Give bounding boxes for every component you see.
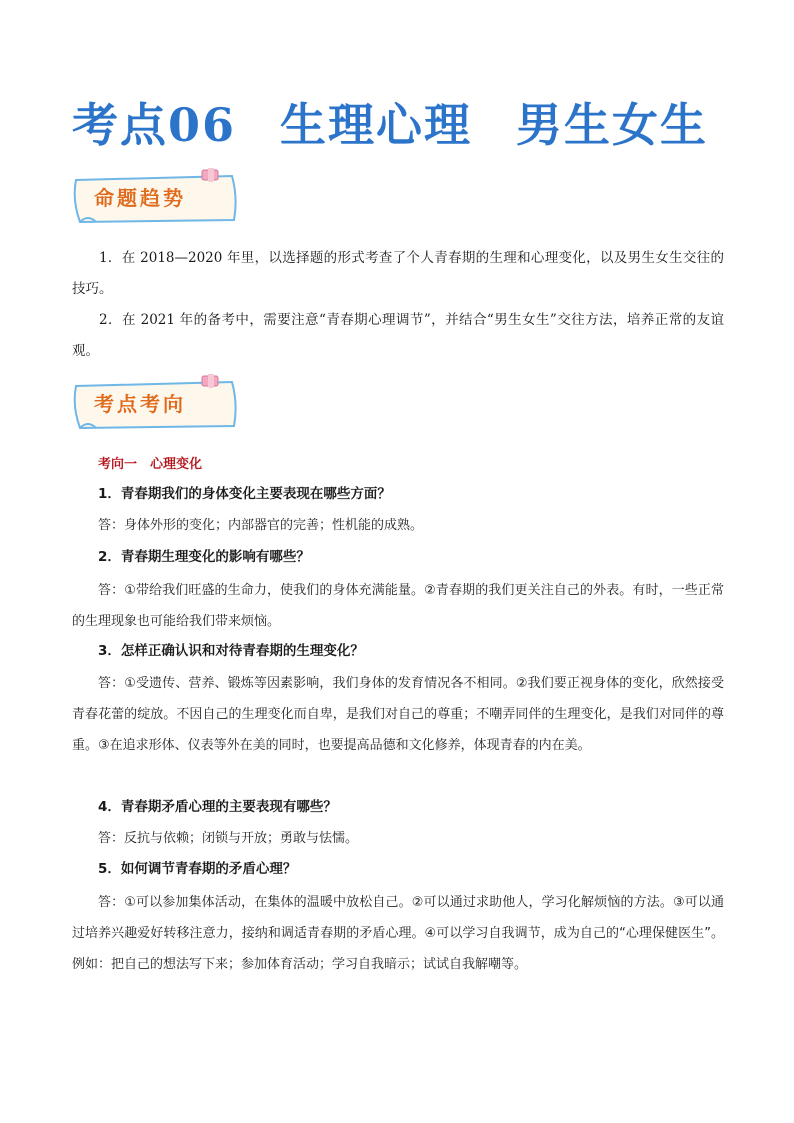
answer-4: 答：反抗与依赖；闭锁与开放；勇敢与怯懦。	[98, 831, 359, 846]
title-part-1: 考点06	[72, 98, 237, 152]
answer-5: 答：①可以参加集体活动，在集体的温暖中放松自己。②可以通过求助他人，学习化解烦恼的方法。③可以通过培养兴趣爱好转移注意力，接纳和调适青春期的矛盾心理。④可以学习自我调节，成为自己的“心理保健医生”。例如：把自己的想法写下来；参加体育活动；学习自我暗示；试试自我解嘲等。	[72, 895, 724, 972]
trend-banner-label: 命题趋势	[94, 186, 186, 210]
trend-banner	[66, 168, 246, 228]
trend-paragraph-1: 1．在 2018—2020 年里，以选择题的形式考查了个人青春期的生理和心理变化，以及男生女生交往的技巧。	[72, 250, 724, 297]
direction-banner	[66, 374, 246, 434]
section-heading: 考向一 心理变化	[98, 457, 203, 472]
title-part-2: 生理心理	[280, 98, 473, 152]
answer-2: 答：①带给我们旺盛的生命力，使我们的身体充满能量。②青春期的我们更关注自己的外表。有时，一些正常的生理现象也可能给我们带来烦恼。	[72, 583, 724, 629]
question-5: 5．如何调节青春期的矛盾心理？	[98, 861, 297, 877]
question-2: 2．青春期生理变化的影响有哪些？	[98, 549, 310, 565]
trend-paragraph-2: 2．在 2021 年的备考中，需要注意“青春期心理调节”，并结合“男生女生”交往方法，培养正常的友谊观。	[72, 312, 724, 359]
answer-3: 答：①受遗传、营养、锻炼等因素影响，我们身体的发育情况各不相同。②我们要正视身体的变化，欣然接受青春花蕾的绽放。不因自己的生理变化而自卑，是我们对自己的尊重；不嘲弄同伴的生理变化，是我们对同伴的尊重。③在追求形体、仪表等外在美的同时，也要提高品德和文化修养，体现青春的内在美。	[72, 676, 724, 753]
title-part-3: 男生女生	[516, 98, 709, 152]
answer-1: 答：身体外形的变化；内部器官的完善；性机能的成熟。	[98, 518, 424, 533]
page-title	[72, 92, 732, 158]
question-1: 1．青春期我们的身体变化主要表现在哪些方面？	[98, 486, 391, 502]
direction-banner-label: 考点考向	[94, 392, 186, 416]
question-4: 4．青春期矛盾心理的主要表现有哪些？	[98, 799, 337, 815]
question-3: 3．怎样正确认识和对待青春期的生理变化？	[98, 643, 364, 659]
